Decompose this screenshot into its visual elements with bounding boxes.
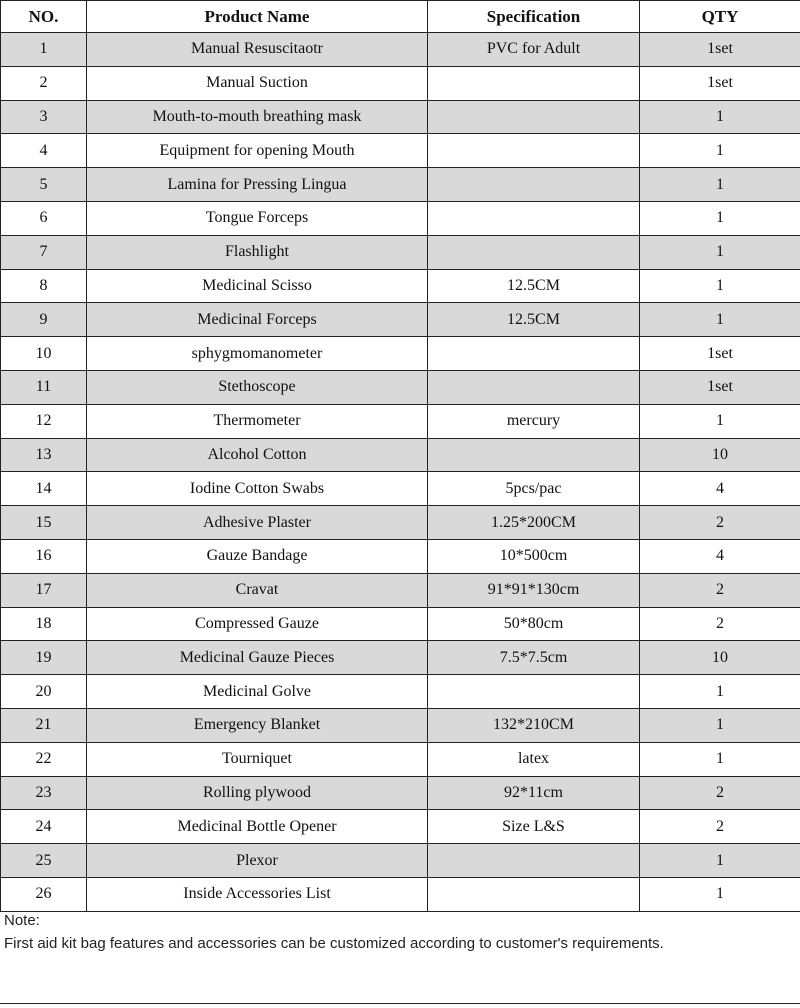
cell-product-name: Stethoscope [87, 370, 428, 404]
cell-specification: 12.5CM [428, 269, 640, 303]
table-row [1, 235, 800, 269]
cell-product-name: Flashlight [87, 235, 428, 269]
cell-specification: 91*91*130cm [428, 573, 640, 607]
table-row [1, 641, 800, 675]
cell-no: 7 [1, 235, 87, 269]
cell-specification: latex [428, 742, 640, 776]
cell-specification: 132*210CM [428, 708, 640, 742]
cell-product-name: Medicinal Gauze Pieces [87, 641, 428, 675]
cell-product-name: Medicinal Golve [87, 675, 428, 709]
cell-product-name: Lamina for Pressing Lingua [87, 168, 428, 202]
cell-qty: 1 [640, 134, 800, 168]
table-row [1, 269, 800, 303]
table-row [1, 33, 800, 67]
cell-no: 12 [1, 404, 87, 438]
cell-qty: 1set [640, 370, 800, 404]
table-row [1, 337, 800, 371]
cell-no: 6 [1, 201, 87, 235]
table-row [1, 877, 800, 911]
cell-product-name: Gauze Bandage [87, 539, 428, 573]
cell-qty: 1 [640, 100, 800, 134]
cell-specification [428, 370, 640, 404]
cell-no: 8 [1, 269, 87, 303]
table-body [1, 33, 800, 912]
cell-product-name: Emergency Blanket [87, 708, 428, 742]
cell-specification: 1.25*200CM [428, 506, 640, 540]
cell-qty: 2 [640, 506, 800, 540]
cell-no: 11 [1, 370, 87, 404]
cell-product-name: Plexor [87, 844, 428, 878]
cell-product-name: Equipment for opening Mouth [87, 134, 428, 168]
table-row [1, 675, 800, 709]
cell-specification [428, 337, 640, 371]
cell-no: 19 [1, 641, 87, 675]
cell-specification [428, 100, 640, 134]
cell-qty: 1 [640, 201, 800, 235]
table-row [1, 776, 800, 810]
cell-qty: 1 [640, 269, 800, 303]
cell-specification: 10*500cm [428, 539, 640, 573]
cell-specification [428, 844, 640, 878]
cell-qty: 2 [640, 776, 800, 810]
cell-no: 16 [1, 539, 87, 573]
cell-no: 15 [1, 506, 87, 540]
cell-specification [428, 438, 640, 472]
cell-no: 13 [1, 438, 87, 472]
cell-no: 10 [1, 337, 87, 371]
cell-qty: 1 [640, 877, 800, 911]
table-row [1, 66, 800, 100]
cell-specification: 7.5*7.5cm [428, 641, 640, 675]
cell-no: 5 [1, 168, 87, 202]
note-text: First aid kit bag features and accessories can be customized according to customer's requirements. [4, 935, 664, 952]
cell-qty: 4 [640, 539, 800, 573]
cell-no: 2 [1, 66, 87, 100]
cell-product-name: Cravat [87, 573, 428, 607]
cell-no: 24 [1, 810, 87, 844]
table-row [1, 370, 800, 404]
table-row [1, 539, 800, 573]
note-label: Note: [4, 912, 40, 929]
table-row [1, 607, 800, 641]
cell-qty: 2 [640, 810, 800, 844]
cell-specification [428, 168, 640, 202]
cell-specification: 5pcs/pac [428, 472, 640, 506]
cell-specification: 12.5CM [428, 303, 640, 337]
cell-specification: PVC for Adult [428, 33, 640, 67]
cell-qty: 1 [640, 404, 800, 438]
cell-qty: 1 [640, 675, 800, 709]
table-row [1, 472, 800, 506]
table-row [1, 201, 800, 235]
cell-product-name: sphygmomanometer [87, 337, 428, 371]
cell-no: 9 [1, 303, 87, 337]
header-qty: QTY [640, 1, 800, 33]
table-row [1, 708, 800, 742]
cell-specification: 92*11cm [428, 776, 640, 810]
table-row [1, 742, 800, 776]
cell-qty: 1 [640, 168, 800, 202]
cell-no: 3 [1, 100, 87, 134]
cell-no: 18 [1, 607, 87, 641]
table-row [1, 506, 800, 540]
cell-product-name: Tongue Forceps [87, 201, 428, 235]
table-header-row [1, 1, 800, 33]
table-row [1, 303, 800, 337]
table-row [1, 810, 800, 844]
cell-no: 14 [1, 472, 87, 506]
table-row [1, 134, 800, 168]
cell-product-name: Manual Suction [87, 66, 428, 100]
table-row [1, 844, 800, 878]
cell-qty: 1 [640, 303, 800, 337]
cell-no: 4 [1, 134, 87, 168]
cell-product-name: Medicinal Scisso [87, 269, 428, 303]
cell-product-name: Mouth-to-mouth breathing mask [87, 100, 428, 134]
cell-product-name: Alcohol Cotton [87, 438, 428, 472]
cell-product-name: Manual Resuscitaotr [87, 33, 428, 67]
cell-no: 23 [1, 776, 87, 810]
cell-qty: 2 [640, 573, 800, 607]
cell-qty: 10 [640, 438, 800, 472]
table-row [1, 100, 800, 134]
table-row [1, 168, 800, 202]
cell-product-name: Medicinal Bottle Opener [87, 810, 428, 844]
cell-no: 22 [1, 742, 87, 776]
cell-specification [428, 134, 640, 168]
cell-specification: Size L&S [428, 810, 640, 844]
header-product-name: Product Name [87, 1, 428, 33]
cell-product-name: Medicinal Forceps [87, 303, 428, 337]
cell-specification [428, 235, 640, 269]
cell-qty: 1 [640, 235, 800, 269]
cell-qty: 2 [640, 607, 800, 641]
cell-qty: 4 [640, 472, 800, 506]
table-row [1, 404, 800, 438]
cell-qty: 10 [640, 641, 800, 675]
cell-product-name: Rolling plywood [87, 776, 428, 810]
cell-qty: 1set [640, 337, 800, 371]
cell-qty: 1 [640, 708, 800, 742]
cell-specification [428, 66, 640, 100]
header-no: NO. [1, 1, 87, 33]
cell-qty: 1set [640, 33, 800, 67]
cell-product-name: Thermometer [87, 404, 428, 438]
cell-product-name: Adhesive Plaster [87, 506, 428, 540]
cell-no: 20 [1, 675, 87, 709]
cell-product-name: Tourniquet [87, 742, 428, 776]
cell-qty: 1 [640, 742, 800, 776]
cell-no: 26 [1, 877, 87, 911]
cell-specification: 50*80cm [428, 607, 640, 641]
cell-no: 17 [1, 573, 87, 607]
note-section [0, 908, 800, 1004]
cell-no: 1 [1, 33, 87, 67]
cell-qty: 1set [640, 66, 800, 100]
cell-no: 25 [1, 844, 87, 878]
cell-specification [428, 877, 640, 911]
cell-specification: mercury [428, 404, 640, 438]
cell-product-name: Inside Accessories List [87, 877, 428, 911]
table-row [1, 573, 800, 607]
cell-specification [428, 201, 640, 235]
cell-product-name: Iodine Cotton Swabs [87, 472, 428, 506]
table-row [1, 438, 800, 472]
cell-no: 21 [1, 708, 87, 742]
cell-product-name: Compressed Gauze [87, 607, 428, 641]
cell-qty: 1 [640, 844, 800, 878]
header-specification: Specification [428, 1, 640, 33]
cell-specification [428, 675, 640, 709]
